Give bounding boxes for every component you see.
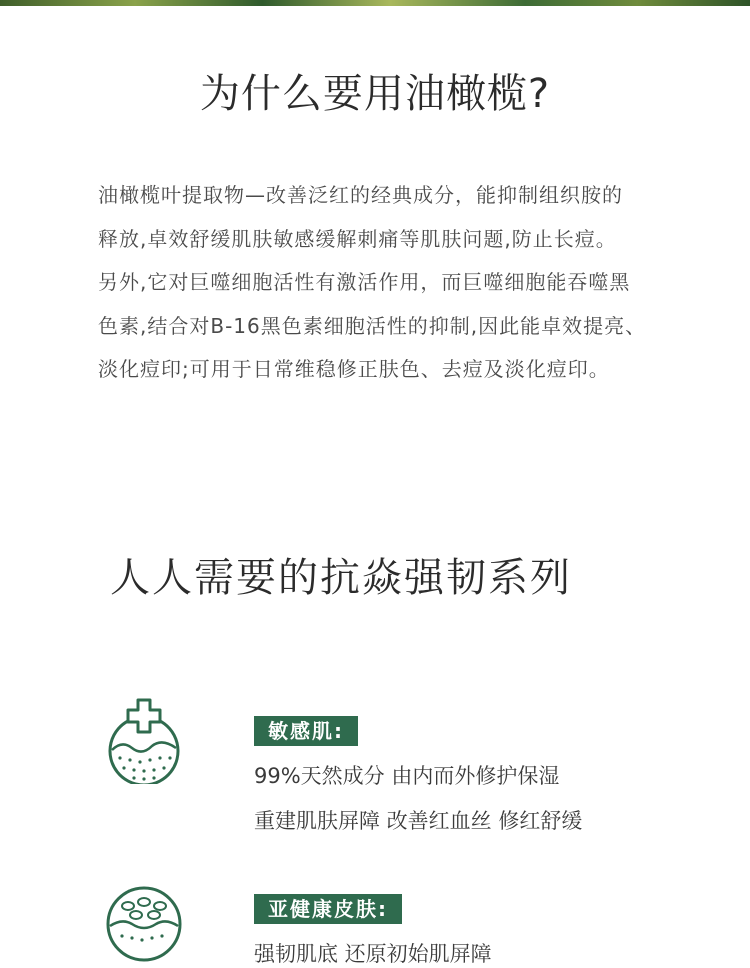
- top-banner-strip: [0, 0, 750, 6]
- feature-line: 99%天然成分 由内而外修护保湿: [254, 764, 560, 788]
- intro-line: 淡化痘印;可用于日常维稳修正肤色、去痘及淡化痘印。: [98, 357, 610, 381]
- intro-line: 色素,结合对B-16黑色素细胞活性的抑制,因此能卓效提亮、: [98, 313, 647, 338]
- cells-skin-icon: [104, 882, 184, 968]
- feature-line: 强韧肌底 还原初始肌屏障: [254, 942, 492, 966]
- feature-tag: 亚健康皮肤:: [254, 894, 402, 924]
- cross-skin-icon: [104, 698, 184, 784]
- intro-line: 油橄榄叶提取物—改善泛红的经典成分，能抑制组织胺的: [98, 183, 623, 207]
- intro-line: 释放,卓效舒缓肌肤敏感缓解刺痛等肌肤问题,防止长痘。: [98, 226, 617, 251]
- page-title: 为什么要用油橄榄?: [199, 71, 551, 117]
- intro-paragraph: [98, 174, 698, 392]
- section-title: 人人需要的抗焱强韧系列: [110, 555, 572, 601]
- feature-line: 重建肌肤屏障 改善红血丝 修红舒缓: [254, 809, 583, 833]
- intro-line: 另外,它对巨噬细胞活性有激活作用，而巨噬细胞能吞噬黑: [98, 270, 631, 294]
- feature-tag: 敏感肌:: [254, 716, 358, 746]
